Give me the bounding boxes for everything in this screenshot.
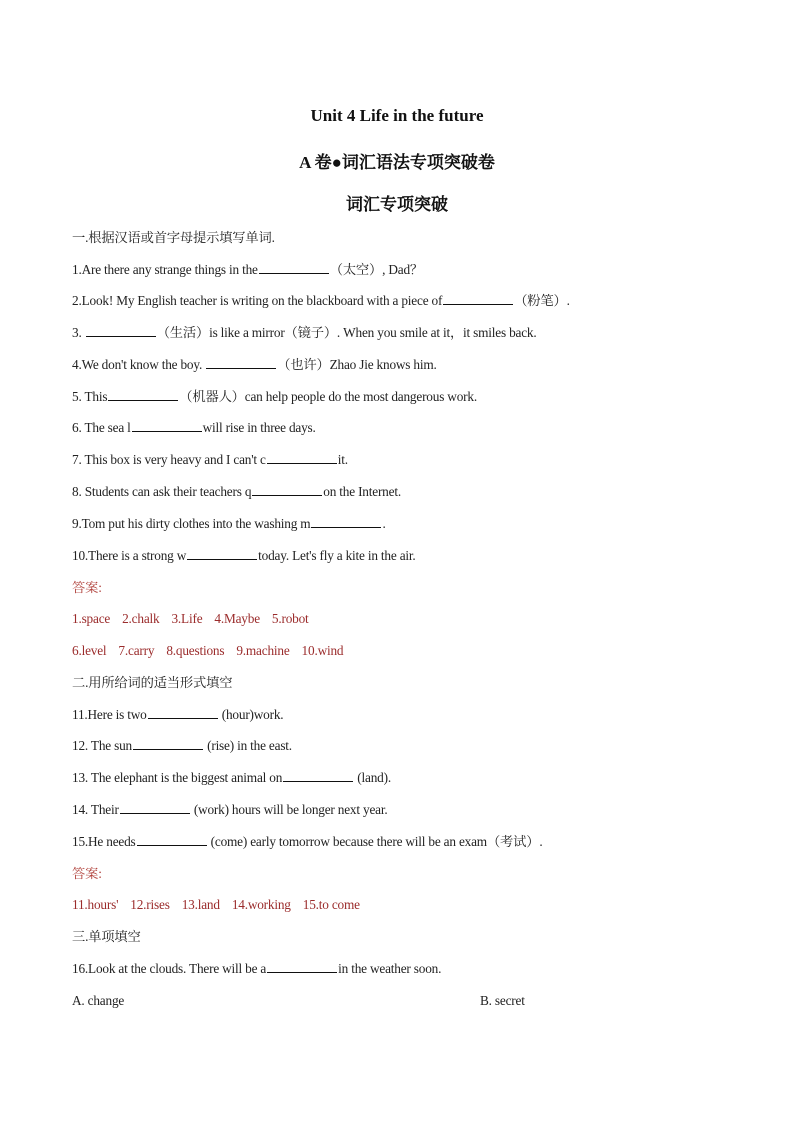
question-12: 12. The sun (rise) in the east. (72, 738, 292, 753)
answer-blank-3[interactable] (86, 324, 156, 337)
answer-blank-16[interactable] (267, 960, 337, 973)
question-10: 10.There is a strong w today. Let's fly a kite in the air. (72, 548, 416, 563)
part3-heading: 三.单项填空 (72, 929, 141, 944)
question-1: 1.Are there any strange things in the （太空）, Dad？ (72, 262, 424, 277)
answer-blank-6[interactable] (132, 419, 202, 432)
answer-blank-10[interactable] (187, 547, 257, 560)
part1-heading: 一.根据汉语或首字母提示填写单词. (72, 230, 275, 245)
question-9: 9.Tom put his dirty clothes into the washing m . (72, 516, 386, 531)
answer-blank-11[interactable] (148, 706, 218, 719)
question-16-options (72, 992, 734, 1010)
question-2: 2.Look! My English teacher is writing on the blackboard with a piece of （粉笔）. (72, 293, 570, 308)
part1-answer-label: 答案: (72, 580, 102, 595)
part2-heading: 二.用所给词的适当形式填空 (72, 675, 233, 690)
answer-blank-15[interactable] (137, 833, 207, 846)
answer-blank-2[interactable] (443, 292, 513, 305)
option-b[interactable]: B. secret (480, 993, 525, 1008)
question-16: 16.Look at the clouds. There will be a in the weather soon. (72, 961, 442, 976)
question-13: 13. The elephant is the biggest animal on (land). (72, 770, 391, 785)
part2-answers-row: 11.hours' 12.rises 13.land 14.working 15.to come (72, 897, 360, 912)
answer-blank-7[interactable] (267, 451, 337, 464)
option-a[interactable]: A. change (72, 993, 125, 1008)
paper-subtitle: A 卷●词汇语法专项突破卷 (299, 153, 495, 172)
answer-blank-4[interactable] (206, 356, 276, 369)
question-14: 14. Their (work) hours will be longer next year. (72, 802, 388, 817)
section-title: 词汇专项突破 (346, 195, 448, 214)
part2-answer-label: 答案: (72, 866, 102, 881)
question-4: 4.We don't know the boy. （也许）Zhao Jie knows him. (72, 357, 437, 372)
question-15: 15.He needs (come) early tomorrow because there will be an exam（考试）. (72, 834, 543, 849)
answer-blank-8[interactable] (252, 483, 322, 496)
question-7: 7. This box is very heavy and I can't c it. (72, 452, 348, 467)
question-6: 6. The sea l will rise in three days. (72, 420, 316, 435)
answer-blank-1[interactable] (259, 261, 329, 274)
part1-answers-row-2: 6.level 7.carry 8.questions 9.machine 10.wind (72, 643, 344, 658)
question-8: 8. Students can ask their teachers q on the Internet. (72, 484, 401, 499)
question-5: 5. This （机器人）can help people do the most dangerous work. (72, 389, 477, 404)
question-3: 3. （生活）is like a mirror（镜子）. When you smile at it，it smiles back. (72, 325, 537, 340)
answer-blank-5[interactable] (108, 388, 178, 401)
answer-blank-13[interactable] (283, 769, 353, 782)
part1-answers-row-1: 1.space 2.chalk 3.Life 4.Maybe 5.robot (72, 611, 309, 626)
unit-title: Unit 4 Life in the future (310, 106, 484, 125)
answer-blank-9[interactable] (311, 515, 381, 528)
answer-blank-12[interactable] (133, 737, 203, 750)
question-11: 11.Here is two (hour)work. (72, 707, 284, 722)
answer-blank-14[interactable] (120, 801, 190, 814)
